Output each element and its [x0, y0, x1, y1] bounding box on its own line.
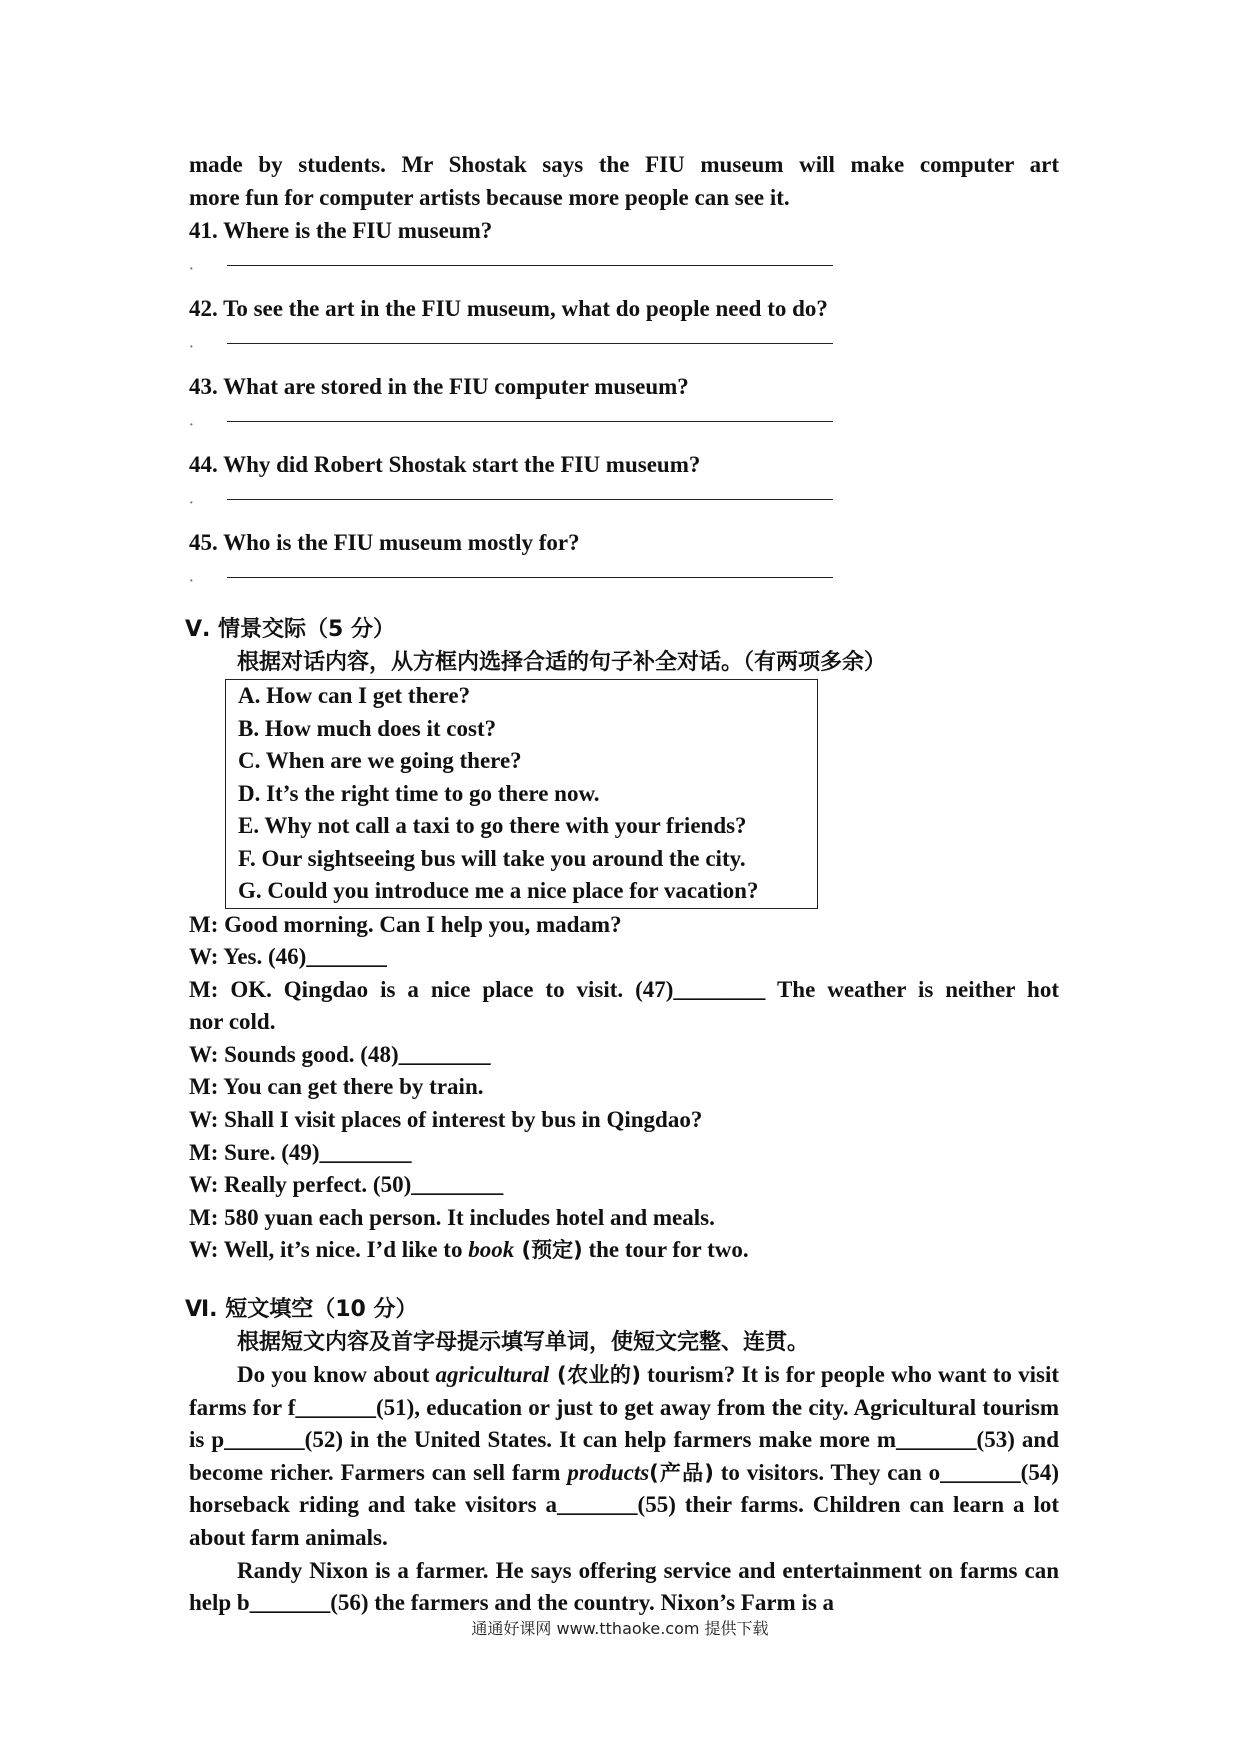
option-c: C. When are we going there?: [238, 748, 522, 773]
section-6-title: Ⅵ. 短文填空（10 分）: [185, 1297, 418, 1323]
option-e: E. Why not call a taxi to go there with your friends?: [238, 813, 747, 838]
option-f: F. Our sightseeing bus will take you around the city.: [238, 845, 746, 871]
dialogue-line: nor cold.: [189, 1009, 276, 1035]
options-box: [225, 679, 818, 909]
cloze-passage: [189, 1359, 1059, 1620]
margin-dot: ·: [189, 496, 194, 511]
section-5-title: Ⅴ. 情景交际（5 分）: [185, 617, 396, 642]
cloze-paragraph-2: Randy Nixon is a farmer. He says offering service and entertainment on farms can help b_______(56) the farmers and the country. Nixon’s Farm is a: [189, 1557, 1059, 1616]
dialogue-line-blank-49: M: Sure. (49)________: [189, 1139, 412, 1165]
passage-continuation-line-1: made by students. Mr Shostak says the FIU museum will make computer art: [189, 152, 1059, 177]
margin-dot: ·: [189, 340, 194, 355]
margin-dot: ·: [189, 262, 194, 277]
question-42: 42. To see the art in the FIU museum, what do people need to do?: [189, 296, 828, 321]
exam-page: [185, 148, 1060, 1620]
dialogue-line: M: Good morning. Can I help you, madam?: [189, 911, 622, 937]
margin-dot: ·: [189, 418, 194, 433]
answer-line-45[interactable]: [189, 567, 1059, 589]
dialogue-line-blank-46: W: Yes. (46)_______: [189, 944, 387, 970]
option-g: G. Could you introduce me a nice place for vacation?: [238, 878, 759, 903]
dialogue-line-blank-48: W: Sounds good. (48)________: [189, 1041, 491, 1067]
dialogue-line: W: Shall I visit places of interest by bus in Qingdao?: [189, 1107, 703, 1133]
dialogue-line-blank-47: M: OK. Qingdao is a nice place to visit. (47)________ The weather is neither hot: [189, 976, 1059, 1002]
dialogue-line-blank-50: W: Really perfect. (50)________: [189, 1172, 504, 1198]
answer-line-42[interactable]: [189, 333, 1059, 355]
section-5-instruction: 根据对话内容，从方框内选择合适的句子补全对话。（有两项多余）: [237, 650, 887, 675]
option-b: B. How much does it cost?: [238, 715, 497, 741]
question-43: 43. What are stored in the FIU computer museum?: [189, 374, 689, 399]
question-45: 45. Who is the FIU museum mostly for?: [189, 530, 580, 555]
question-44: 44. Why did Robert Shostak start the FIU museum?: [189, 452, 701, 477]
section-6-instruction: 根据短文内容及首字母提示填写单词，使短文完整、连贯。: [237, 1330, 810, 1356]
dialogue-last-line: W: Well, it’s nice. I’d like to book (预定) the tour for two.: [189, 1237, 749, 1263]
footer-credit: 通通好课网 www.tthaoke.com 提供下载: [471, 1619, 769, 1638]
cloze-paragraph-1: Do you know about agricultural (农业的) tourism? It is for people who want to visit farms for f_______(51), education or just to get away from the city. Agricultural tourism is p_______(52) in the United States. It can help farmers make more m_______(53) and become richer. Farmers can sell farm products(产品) to visitors. They can o_______(54) horseback riding and take visitors a_______(55) their farms. Children can learn a lot about farm animals.: [189, 1362, 1060, 1550]
question-41: 41. Where is the FIU museum?: [189, 218, 493, 243]
answer-line-44[interactable]: [189, 489, 1059, 511]
margin-dot: ·: [189, 574, 194, 589]
dialogue-line: M: You can get there by train.: [189, 1074, 484, 1100]
dialogue-line: M: 580 yuan each person. It includes hotel and meals.: [189, 1204, 715, 1230]
option-d: D. It’s the right time to go there now.: [238, 780, 600, 806]
answer-line-43[interactable]: [189, 411, 1059, 433]
passage-continuation-line-2: more fun for computer artists because more people can see it.: [189, 185, 790, 210]
answer-line-41[interactable]: [189, 255, 1059, 277]
option-a: A. How can I get there?: [238, 683, 471, 708]
